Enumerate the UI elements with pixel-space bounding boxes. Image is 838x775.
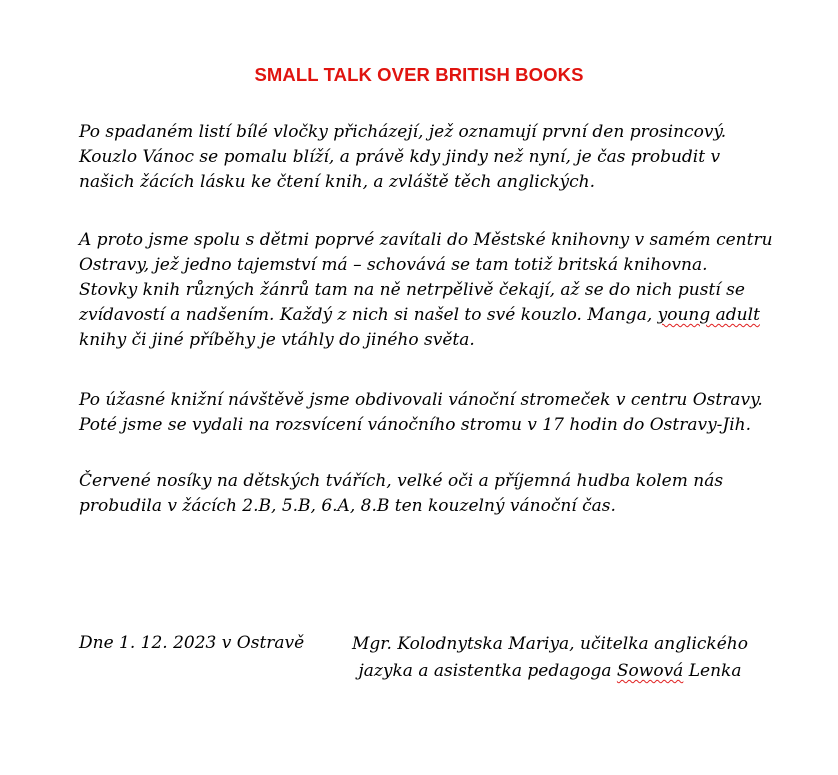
paragraph-1 xyxy=(79,120,789,195)
paragraph-line: probudila v žácích 2.B, 5.B, 6.A, 8.B ten kouzelný vánoční čas. xyxy=(79,496,616,516)
paragraph-line: Stovky knih různých žánrů tam na ně netrpělivě čekají, až se do nich pustí se xyxy=(79,280,745,300)
paragraph-4 xyxy=(79,469,789,519)
paragraph-2 xyxy=(79,228,789,353)
paragraph-line: knihy či jiné příběhy je vtáhly do jiného světa. xyxy=(79,330,475,350)
paragraph-3 xyxy=(79,388,789,438)
document-title: SMALL TALK OVER BRITISH BOOKS xyxy=(254,64,584,85)
spellcheck-marked-phrase: young adult xyxy=(657,305,760,325)
footer-signature xyxy=(330,631,770,685)
signature-line-2-prefix: jazyka a asistentka pedagoga xyxy=(358,661,612,681)
paragraph-line: Červené nosíky na dětských tvářích, velké oči a příjemná hudba kolem nás xyxy=(79,471,724,491)
signature-marked-name: Sowová xyxy=(616,661,684,681)
paragraph-line-with-marked-phrase xyxy=(79,303,789,328)
paragraph-line: Poté jsme se vydali na rozsvícení vánočního stromu v 17 hodin do Ostravy-Jih. xyxy=(79,415,752,435)
signature-line-2-suffix: Lenka xyxy=(688,661,742,681)
signature-line-2 xyxy=(330,658,770,685)
paragraph-line: A proto jsme spolu s dětmi poprvé zavítali do Městské knihovny v samém centru xyxy=(79,230,773,250)
signature-line-1: Mgr. Kolodnytska Mariya, učitelka anglického xyxy=(352,634,748,654)
paragraph-line: Ostravy, jež jedno tajemství má – schovává se tam totiž britská knihovna. xyxy=(79,255,708,275)
paragraph-line: Po spadaném listí bílé vločky přicházejí, jež oznamují první den prosincový. xyxy=(79,122,727,142)
paragraph-line-text: zvídavostí a nadšením. Každý z nich si našel to své kouzlo. Manga, xyxy=(79,305,653,325)
footer-date: Dne 1. 12. 2023 v Ostravě xyxy=(79,633,305,653)
paragraph-line: našich žácích lásku ke čtení knih, a zvláště těch anglických. xyxy=(79,172,596,192)
paragraph-line: Po úžasné knižní návštěvě jsme obdivovali vánoční stromeček v centru Ostravy. xyxy=(79,390,763,410)
paragraph-line: Kouzlo Vánoc se pomalu blíží, a právě kdy jindy než nyní, je čas probudit v xyxy=(79,147,721,167)
